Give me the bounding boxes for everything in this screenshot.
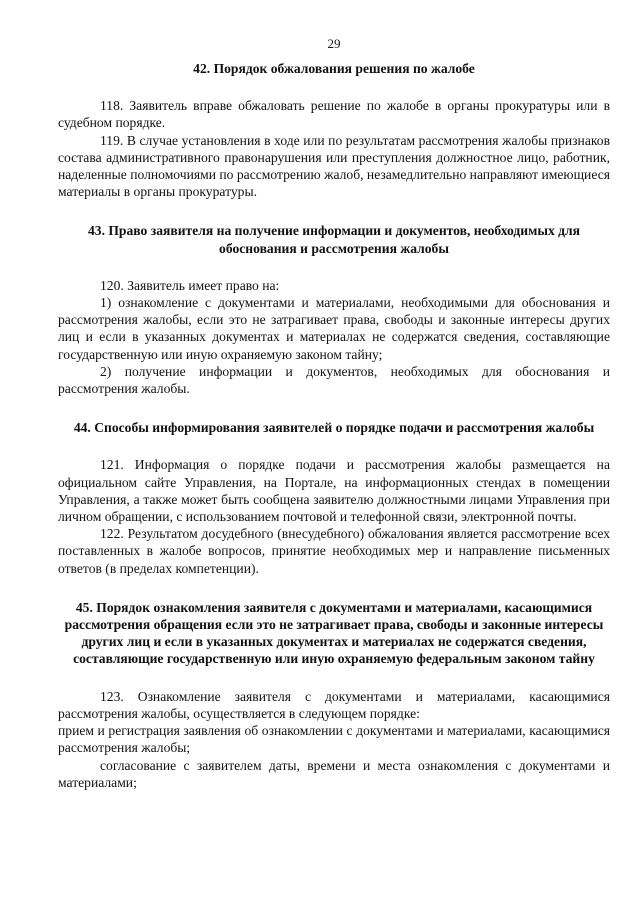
paragraph: 121. Информация о порядке подачи и рассмотрения жалобы размещается на официальном сайте Управления, на Портале, на информационных стендах в помещении Управления, а также может быть сообщена заявителю должностными лицами Управления при личном обращении, с использованием почтовой и телефонной связи, электронной почты.	[58, 457, 610, 525]
section-heading: 45. Порядок ознакомления заявителя с документами и материалами, касающимися рассмотрения обращения если это не затрагивает права, свободы и законные интересы других лиц и если в указанных документах и материалах не содержатся сведения, составляющие государственную или иную охраняемую федеральным законом тайну	[64, 599, 604, 667]
paragraph: согласование с заявителем даты, времени и места ознакомления с документами и материалами;	[58, 757, 610, 790]
section-heading: 43. Право заявителя на получение информации и документов, необходимых для обоснования и рассмотрения жалобы	[87, 223, 581, 256]
paragraph: 120. Заявитель имеет право на:	[100, 277, 280, 293]
section-43	[58, 222, 610, 397]
paragraph: 122. Результатом досудебного (внесудебного) обжалования является рассмотрение всех поставленных в жалобе вопросов, принятие необходимых мер и направление письменных ответов (в пределах компетенции).	[58, 526, 610, 576]
paragraph: 2) получение информации и документов, необходимых для обоснования и рассмотрения жалобы.	[58, 363, 610, 397]
paragraph: прием и регистрация заявления об ознакомлении с документами и материалами, касающимися рассмотрения жалобы;	[58, 723, 610, 756]
document-page	[58, 36, 610, 791]
section-42	[58, 60, 610, 200]
section-heading: 44. Способы информирования заявителей о порядке подачи и рассмотрения жалобы	[73, 420, 595, 436]
page-number: 29	[327, 36, 341, 51]
section-45	[58, 599, 610, 791]
section-heading: 42. Порядок обжалования решения по жалобе	[193, 61, 475, 76]
paragraph: 123. Ознакомление заявителя с документами и материалами, касающимися рассмотрения жалобы, осуществляется в следующем порядке:	[58, 688, 610, 721]
paragraph: 118. Заявитель вправе обжаловать решение по жалобе в органы прокуратуры или в судебном порядке.	[58, 98, 610, 131]
paragraph: 119. В случае установления в ходе или по результатам рассмотрения жалобы признаков состава административного правонарушения или преступления должностное лицо, работник, наделенные полномочиями по рассмотрению жалоб, незамедлительно направляют имеющиеся материалы в органы прокуратуры.	[58, 132, 610, 200]
section-44	[58, 419, 610, 577]
paragraph: 1) ознакомление с документами и материалами, необходимыми для обоснования и рассмотрения жалобы, если это не затрагивает права, свободы и законные интересы других лиц и если в указанных документах и материалах не содержатся сведения, составляющие государственную или иную охраняемую законом тайну;	[58, 295, 610, 362]
